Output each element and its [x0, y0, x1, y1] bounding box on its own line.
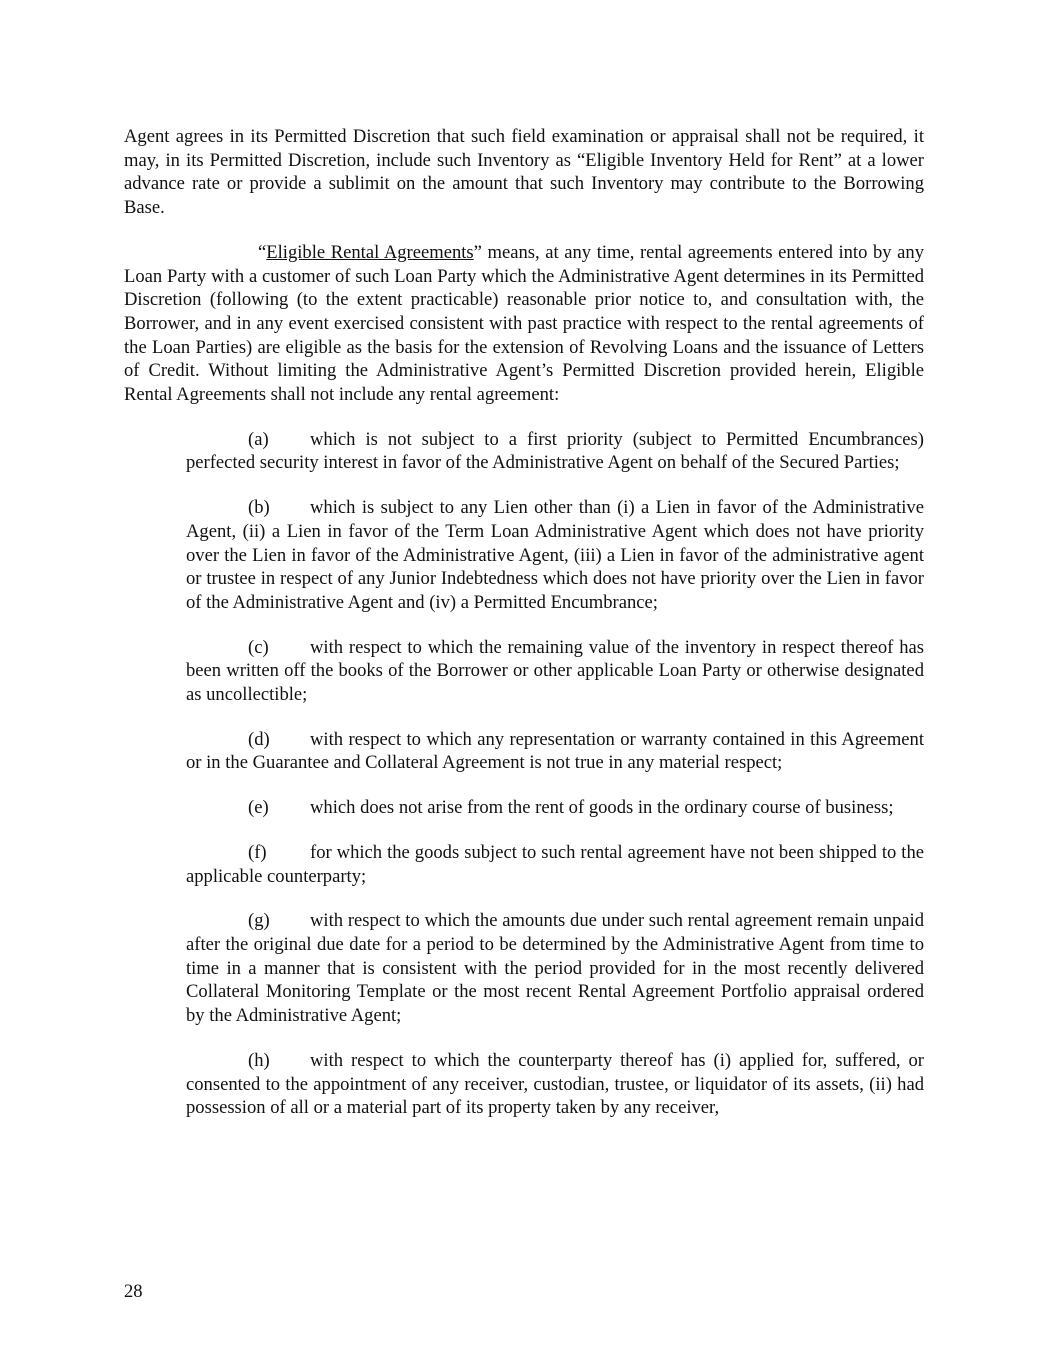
- item-text: which is not subject to a first priority (subject to Permitted Encumbrances) perfected security interest in favor of the Administrative Agent on behalf of the Secured Parties;: [186, 428, 924, 474]
- definition-paragraph: [124, 241, 924, 407]
- item-text: with respect to which the counterparty thereof has (i) applied for, suffered, or consented to the appointment of any receiver, custodian, trustee, or liquidator of its assets, (ii) had possession of all or a material part of its property taken by any receiver,: [186, 1049, 924, 1119]
- list-item-f: [186, 841, 924, 888]
- list-item-e: [186, 796, 924, 820]
- intro-paragraph: Agent agrees in its Permitted Discretion that such field examination or appraisal shall not be required, it may, in its Permitted Discretion, include such Inventory as “Eligible Inventory Held for Rent” at a lower advance rate or provide a sublimit on the amount that such Inventory may contribute to the Borrowing Base.: [124, 126, 924, 219]
- document-page: [124, 125, 924, 1120]
- list-item-b: [186, 496, 924, 615]
- item-label: (f): [248, 841, 267, 863]
- item-text: which does not arise from the rent of goods in the ordinary course of business;: [310, 797, 894, 819]
- definition-body: ” means, at any time, rental agreements entered into by any Loan Party with a customer of such Loan Party which the Administrative Agent determines in its Permitted Discretion (following (to the extent practicable) reasonable prior notice to, and consultation with, the Borrower, and in any event exercised consistent with past practice with respect to the rental agreements of the Loan Parties) are eligible as the basis for the extension of Revolving Loans and the issuance of Letters of Credit. Without limiting the Administrative Agent’s Permitted Discretion provided herein, Eligible Rental Agreements shall not include any rental agreement:: [124, 241, 924, 406]
- item-label: (a): [248, 428, 269, 450]
- item-text: with respect to which the amounts due under such rental agreement remain unpaid after the original due date for a period to be determined by the Administrative Agent from time to time in a manner that is consistent with the period provided for in the most recently delivered Collateral Monitoring Template or the most recent Rental Agreement Portfolio appraisal ordered by the Administrative Agent;: [186, 910, 924, 1027]
- item-label: (b): [248, 497, 270, 519]
- list-item-g: [186, 909, 924, 1028]
- item-text: with respect to which any representation or warranty contained in this Agreement or in the Guarantee and Collateral Agreement is not true in any material respect;: [186, 728, 924, 774]
- list-item-c: [186, 636, 924, 707]
- item-label: (d): [248, 728, 270, 750]
- item-text: which is subject to any Lien other than (i) a Lien in favor of the Administrative Agent, (ii) a Lien in favor of the Term Loan Administrative Agent which does not have priority over the Lien in favor of the Administrative Agent, (iii) a Lien in favor of the administrative agent or trustee in respect of any Junior Indebtedness which does not have priority over the Lien in favor of the Administrative Agent and (iv) a Permitted Encumbrance;: [186, 497, 924, 613]
- list-item-h: [186, 1049, 924, 1120]
- item-label: (g): [248, 910, 270, 932]
- page-number: 28: [124, 1281, 143, 1302]
- item-label: (h): [248, 1049, 270, 1071]
- list-item-a: [186, 428, 924, 475]
- item-text: with respect to which the remaining value of the inventory in respect thereof has been written off the books of the Borrower or other applicable Loan Party or otherwise designated as uncollectible;: [186, 636, 924, 706]
- item-label: (e): [248, 797, 269, 819]
- list-item-d: [186, 728, 924, 775]
- item-text: for which the goods subject to such rental agreement have not been shipped to the applicable counterparty;: [186, 841, 924, 887]
- item-label: (c): [248, 636, 269, 658]
- definition-open-quote: “: [258, 241, 267, 263]
- defined-term: Eligible Rental Agreements: [266, 241, 474, 263]
